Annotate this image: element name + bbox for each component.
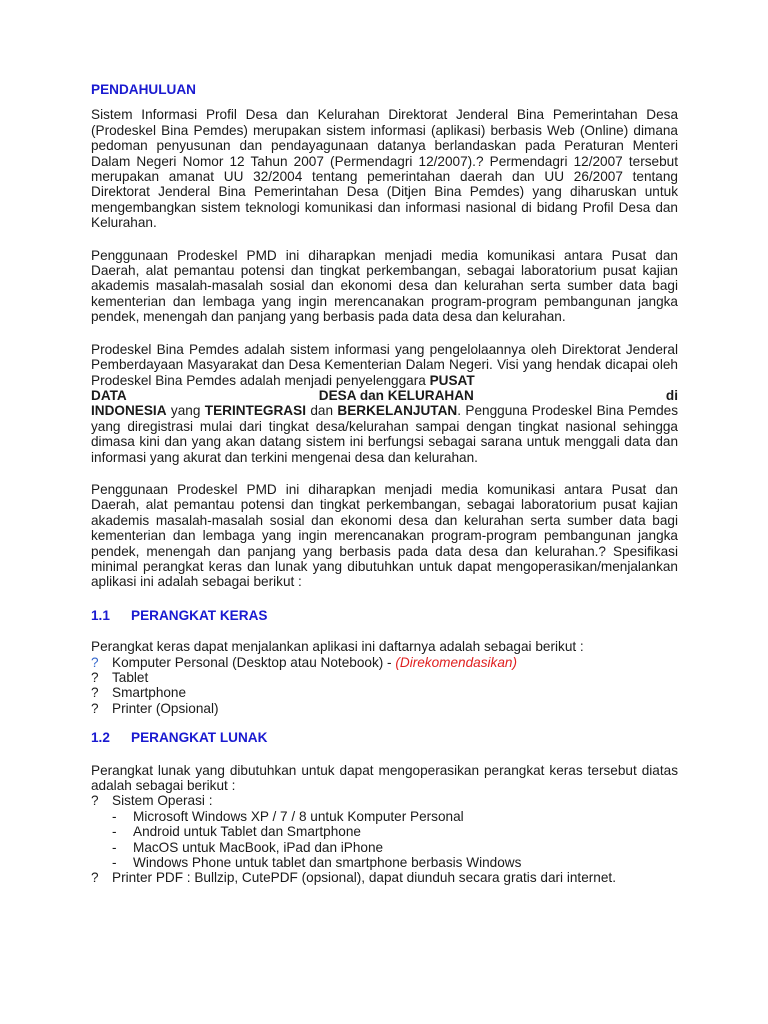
list-item: - Android untuk Tablet dan Smartphone: [112, 824, 361, 840]
bullet-icon: ?: [91, 793, 99, 809]
bullet-icon: ?: [91, 670, 99, 685]
document-page: [91, 82, 678, 886]
bullet-icon: ?: [91, 654, 99, 670]
paragraph-3-cont: INDONESIA yang TERINTEGRASI dan BERKELANJUTAN. Pengguna Prodeskel Bina Pemdes yang diregistrasi mulai dari tingkat desa/kelurahan sampai dengan tingkat nasional sehingga dimasa kini dan yang akan datang sistem ini berfungsi sebagai sarana untuk menggali data dan informasi yang akurat dan terkini mengenai desa dan kelurahan.: [91, 403, 679, 465]
section-heading-pendahuluan: PENDAHULUAN: [91, 82, 196, 97]
hardware-intro: Perangkat keras dapat menjalankan aplikasi ini daftarnya adalah sebagai berikut :: [91, 639, 584, 655]
list-item: - Windows Phone untuk tablet dan smartphone berbasis Windows: [112, 855, 522, 871]
list-item: ? Sistem Operasi : - Microsoft Windows XP / 7 / 8 untuk Komputer Personal - Android untuk Tablet dan Smartphone - MacOS untuk MacBook, iPad dan iPhone - Windows Phone untuk tablet dan smartphone berbasis Windows: [91, 793, 678, 870]
list-item: ? Tablet: [91, 670, 149, 685]
paragraph-4: Penggunaan Prodeskel PMD ini diharapkan menjadi media komunikasi antara Pusat dan Daerah, alat pemantau potensi dan tingkat perkembangan, sebagai laboratorium pusat kajian akademis masalah-masalah sosial dan ekonomi desa dan kelurahan serta sumber data bagi kementerian dan lembaga yang ingin merencanakan program-program pembangunan jangka pendek, menengah dan panjang yang berbasis pada data desa dan kelurahan.? Spesifikasi minimal perangkat keras dan lunak yang dibutuhkan untuk dapat mengoperasikan/menjalankan aplikasi ini adalah sebagai berikut :: [91, 481, 678, 590]
bullet-icon: ?: [91, 685, 99, 701]
list-item: ? Komputer Personal (Desktop atau Notebook) - (Direkomendasikan): [91, 654, 517, 670]
section-heading-perangkat-lunak: 1.2 PERANGKAT LUNAK: [91, 730, 268, 746]
vision-line: DATA DESA dan KELURAHAN di: [91, 387, 678, 403]
hardware-list: [91, 655, 678, 717]
os-list: [91, 809, 678, 871]
list-item: - Microsoft Windows XP / 7 / 8 untuk Komputer Personal: [112, 808, 464, 824]
list-item: ? Printer (Opsional): [91, 700, 219, 716]
paragraph-3: Prodeskel Bina Pemdes adalah sistem informasi yang pengelolaannya oleh Direktorat Jenderal Pemberdayaan Masyarakat dan Desa Kementerian Dalam Negeri. Visi yang hendak dicapai oleh Prodeskel Bina Pemdes adalah menjadi penyelenggara PUSAT: [91, 341, 678, 388]
paragraph-2: Penggunaan Prodeskel PMD ini diharapkan menjadi media komunikasi antara Pusat dan Daerah, alat pemantau potensi dan tingkat perkembangan, sebagai laboratorium pusat kajian akademis masalah-masalah sosial dan ekonomi desa dan kelurahan serta sumber data bagi kementerian dan lembaga yang ingin merencanakan program-program pembangunan jangka pendek, menengah dan panjang yang berbasis pada data desa dan kelurahan.: [91, 247, 678, 325]
list-item: - MacOS untuk MacBook, iPad dan iPhone: [112, 839, 384, 855]
software-list: [91, 793, 678, 885]
bullet-icon: ?: [91, 870, 99, 886]
list-item: ? Smartphone: [91, 685, 187, 701]
section-heading-perangkat-keras: 1.1 PERANGKAT KERAS: [91, 607, 268, 623]
software-intro: Perangkat lunak yang dibutuhkan untuk dapat mengoperasikan perangkat keras tersebut diatas adalah sebagai berikut :: [91, 762, 678, 794]
paragraph-1: Sistem Informasi Profil Desa dan Kelurahan Direktorat Jenderal Bina Pemerintahan Desa (Prodeskel Bina Pemdes) merupakan sistem informasi (aplikasi) berbasis Web (Online) dimana pedoman penyusunan dan pendayagunaan datanya berlandaskan pada Peraturan Menteri Dalam Negeri Nomor 12 Tahun 2007 (Permendagri 12/2007).? Permendagri 12/2007 tersebut merupakan amanat UU 32/2004 tentang pemerintahan daerah dan UU 26/2007 tentang Direktorat Jenderal Bina Pemerintahan Desa (Ditjen Bina Pemdes) yang diharuskan untuk mengembangkan sistem teknologi komunikasi dan informasi nasional di bidang Profil Desa dan Kelurahan.: [91, 107, 678, 231]
list-item: ? Printer PDF : Bullzip, CutePDF (opsional), dapat diunduh secara gratis dari internet.: [91, 870, 616, 886]
bullet-icon: ?: [91, 700, 99, 716]
